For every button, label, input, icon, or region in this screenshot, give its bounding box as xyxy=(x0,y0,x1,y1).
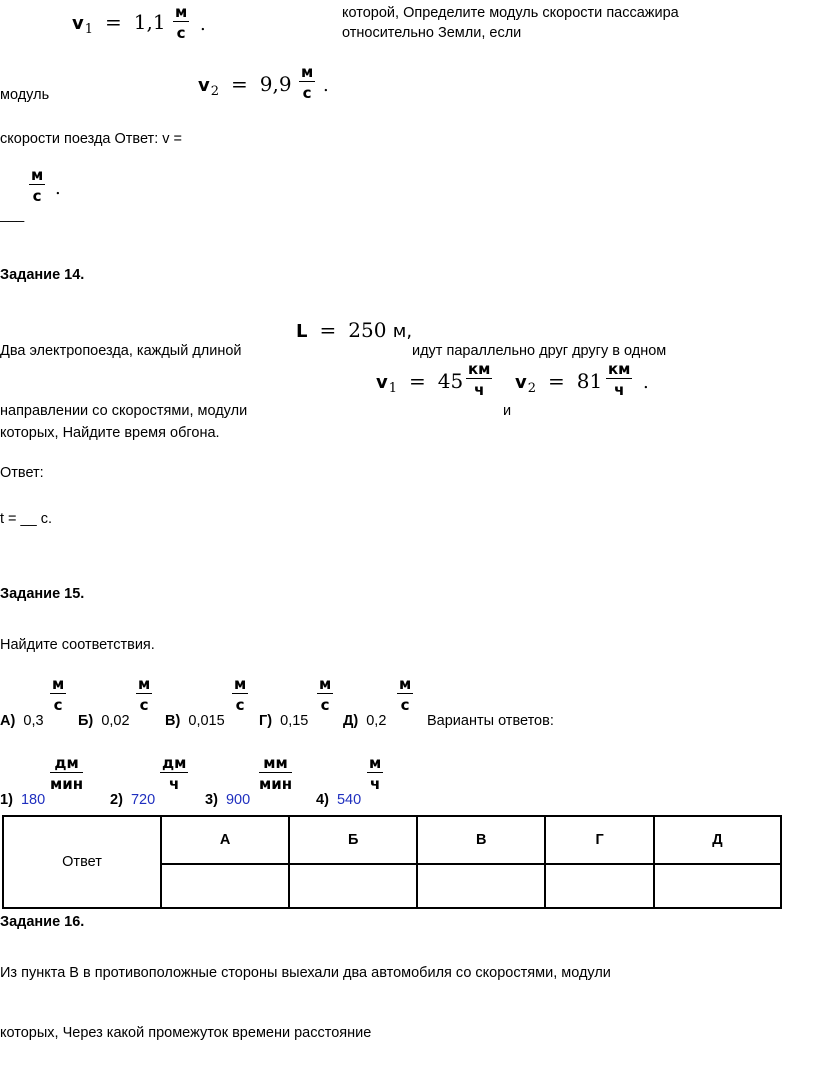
item-a: А) 0,3 xyxy=(0,713,44,729)
unit-fraction: м с xyxy=(234,675,247,714)
answer-label: Ответ: xyxy=(0,465,44,481)
unit-fraction: м с xyxy=(175,3,188,42)
unit-fraction: м с xyxy=(319,675,332,714)
variants-label: Варианты ответов: xyxy=(427,713,554,729)
text-line: Из пункта В в противоположные стороны выехали два автомобиля со скоростями, модули xyxy=(0,965,611,981)
unit-fraction: м с xyxy=(399,675,412,714)
unit-fraction: м с xyxy=(31,166,44,205)
unit-fraction: дм ч xyxy=(162,754,187,793)
text-line: модуль xyxy=(0,87,50,103)
instruction: Найдите соответствия. xyxy=(0,637,155,653)
text-line: направлении со скоростями, модули xyxy=(0,403,248,419)
column-header: Г xyxy=(545,816,653,864)
unit-fraction: дм мин xyxy=(50,754,84,793)
text-line: которых, Через какой промежуток времени расстояние xyxy=(0,1025,372,1041)
item-v: В) 0,015 xyxy=(165,713,225,729)
answer-cell[interactable] xyxy=(161,864,289,908)
task-heading: Задание 14. xyxy=(0,267,85,283)
text-line: Два электропоезда, каждый длиной xyxy=(0,343,242,359)
answer-cell[interactable] xyxy=(545,864,653,908)
option-2: 2) 720 xyxy=(110,792,156,808)
answer-table xyxy=(2,815,782,909)
formula-v2: $v_2 = 81$ xyxy=(515,369,603,396)
column-header: Б xyxy=(289,816,417,864)
option-4: 4) 540 xyxy=(316,792,362,808)
answer-blank: ___ xyxy=(0,207,25,223)
unit-fraction: км ч xyxy=(468,360,491,399)
item-g: Г) 0,15 xyxy=(259,713,309,729)
task-heading: Задание 16. xyxy=(0,914,85,930)
unit-fraction: м с xyxy=(52,675,65,714)
item-b: Б) 0,02 xyxy=(78,713,130,729)
text-line: которых, Найдите время обгона. xyxy=(0,425,220,441)
text-line: идут параллельно друг другу в одном xyxy=(412,343,667,359)
unit-fraction: м ч xyxy=(369,754,382,793)
answer-cell[interactable] xyxy=(654,864,781,908)
task-heading: Задание 15. xyxy=(0,586,85,602)
answer-cell[interactable] xyxy=(289,864,417,908)
item-d: Д) 0,2 xyxy=(343,713,387,729)
unit-fraction: км ч xyxy=(608,360,631,399)
unit-fraction: м с xyxy=(138,675,151,714)
formula-v1: $v_1 = 1,1$ xyxy=(72,10,166,37)
answer-cell[interactable] xyxy=(417,864,545,908)
text-line: и xyxy=(503,403,512,419)
column-header: А xyxy=(161,816,289,864)
unit-fraction: м с xyxy=(301,63,314,102)
formula-length: L = 250 м, xyxy=(296,318,413,342)
answer-row-label: Ответ xyxy=(3,816,161,908)
answer-line: t = __ с. xyxy=(0,511,52,527)
column-header: Д xyxy=(654,816,781,864)
text-line: относительно Земли, если xyxy=(342,25,522,41)
formula-v2: $v_2 = 9,9$ xyxy=(198,72,292,99)
formula-v1: $v_1 = 45$ xyxy=(376,369,464,396)
option-3: 3) 900 xyxy=(205,792,251,808)
text-line: скорости поезда Ответ: v = xyxy=(0,131,183,147)
text-line: которой, Определите модуль скорости пассажира xyxy=(342,5,679,21)
unit-fraction: мм мин xyxy=(259,754,293,793)
column-header: В xyxy=(417,816,545,864)
option-1: 1) 180 xyxy=(0,792,46,808)
